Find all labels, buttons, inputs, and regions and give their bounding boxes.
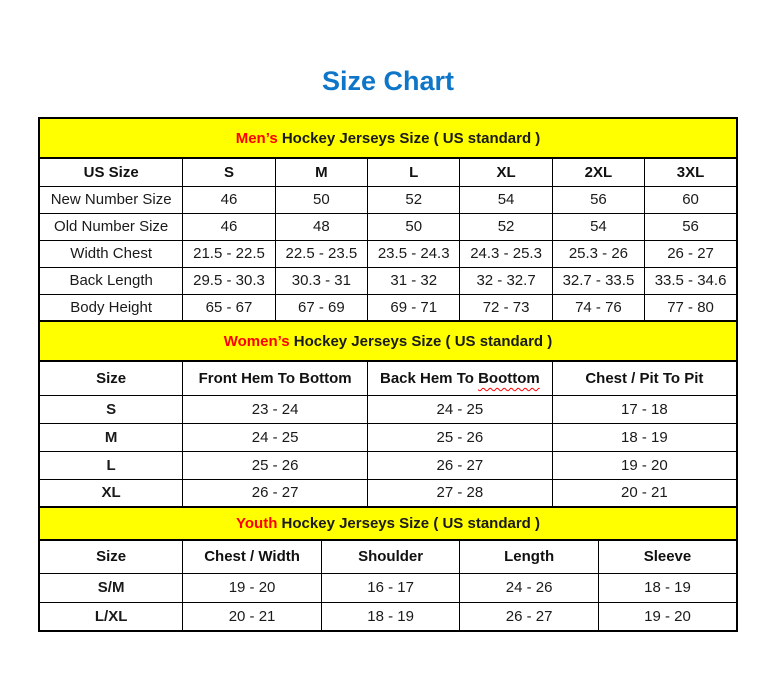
back-hem-prefix: Back Hem To <box>379 369 479 387</box>
table-row-width-chest <box>39 240 737 267</box>
table-cell: 67 - 69 <box>275 294 367 321</box>
mens-label: Men’s <box>235 129 278 147</box>
column-header-s: S <box>183 158 275 186</box>
row-label: Back Length <box>39 267 183 294</box>
table-cell: 30.3 - 31 <box>275 267 367 294</box>
table-cell: 31 - 32 <box>368 267 460 294</box>
row-label: S <box>39 395 183 423</box>
mens-section-band <box>39 118 737 158</box>
column-header-size: Size <box>39 540 183 573</box>
table-cell: 54 <box>552 213 644 240</box>
column-header-chest-width: Chest / Width <box>183 540 322 573</box>
table-cell: 18 - 19 <box>598 573 737 602</box>
table-cell: 17 - 18 <box>552 395 737 423</box>
table-cell: 50 <box>275 186 367 213</box>
womens-band-text: Hockey Jerseys Size ( US standard ) <box>289 332 553 350</box>
table-cell: 26 - 27 <box>368 451 553 479</box>
column-header-front-hem: Front Hem To Bottom <box>183 361 368 395</box>
row-label: L <box>39 451 183 479</box>
size-chart-page <box>0 66 776 692</box>
back-hem-misspelled-word: Boottom <box>478 369 540 387</box>
table-cell: 20 - 21 <box>183 602 322 631</box>
table-cell: 19 - 20 <box>552 451 737 479</box>
table-cell: 65 - 67 <box>183 294 275 321</box>
row-label: L/XL <box>39 602 183 631</box>
table-cell: 19 - 20 <box>183 573 322 602</box>
row-label: XL <box>39 479 183 507</box>
youth-size-table <box>38 506 738 632</box>
column-header-shoulder: Shoulder <box>321 540 460 573</box>
column-header-m: M <box>275 158 367 186</box>
table-cell: 48 <box>275 213 367 240</box>
table-cell: 20 - 21 <box>552 479 737 507</box>
column-header-sleeve: Sleeve <box>598 540 737 573</box>
table-cell: 69 - 71 <box>368 294 460 321</box>
table-cell: 21.5 - 22.5 <box>183 240 275 267</box>
table-cell: 32 - 32.7 <box>460 267 552 294</box>
table-cell: 50 <box>368 213 460 240</box>
table-cell: 24.3 - 25.3 <box>460 240 552 267</box>
table-cell: 56 <box>552 186 644 213</box>
womens-section-band <box>39 321 737 361</box>
table-cell: 27 - 28 <box>368 479 553 507</box>
table-cell: 23.5 - 24.3 <box>368 240 460 267</box>
column-header-2xl: 2XL <box>552 158 644 186</box>
column-header-back-hem <box>368 361 553 395</box>
table-cell: 18 - 19 <box>321 602 460 631</box>
table-cell: 18 - 19 <box>552 423 737 451</box>
womens-section-title <box>39 321 737 361</box>
table-cell: 29.5 - 30.3 <box>183 267 275 294</box>
table-cell: 33.5 - 34.6 <box>645 267 737 294</box>
table-cell: 25 - 26 <box>183 451 368 479</box>
table-row-women-xl <box>39 479 737 507</box>
table-row-back-length <box>39 267 737 294</box>
table-row-youth-lxl <box>39 602 737 631</box>
youth-section-band <box>39 507 737 540</box>
size-tables <box>38 117 738 632</box>
table-cell: 72 - 73 <box>460 294 552 321</box>
table-cell: 23 - 24 <box>183 395 368 423</box>
table-row-youth-sm <box>39 573 737 602</box>
table-row-body-height <box>39 294 737 321</box>
table-cell: 52 <box>368 186 460 213</box>
row-label: New Number Size <box>39 186 183 213</box>
womens-label: Women’s <box>223 332 290 350</box>
mens-header-row <box>39 158 737 186</box>
table-cell: 22.5 - 23.5 <box>275 240 367 267</box>
column-header-l: L <box>368 158 460 186</box>
table-cell: 24 - 25 <box>368 395 553 423</box>
table-cell: 46 <box>183 213 275 240</box>
table-cell: 77 - 80 <box>645 294 737 321</box>
row-label: Width Chest <box>39 240 183 267</box>
table-cell: 25 - 26 <box>368 423 553 451</box>
table-cell: 56 <box>645 213 737 240</box>
table-cell: 54 <box>460 186 552 213</box>
row-label: M <box>39 423 183 451</box>
table-cell: 25.3 - 26 <box>552 240 644 267</box>
table-row-women-m <box>39 423 737 451</box>
table-cell: 24 - 26 <box>460 573 599 602</box>
mens-section-title <box>39 118 737 158</box>
table-row-women-s <box>39 395 737 423</box>
youth-band-text: Hockey Jerseys Size ( US standard ) <box>277 515 540 532</box>
table-cell: 26 - 27 <box>183 479 368 507</box>
table-row-old-number-size <box>39 213 737 240</box>
table-cell: 46 <box>183 186 275 213</box>
table-cell: 32.7 - 33.5 <box>552 267 644 294</box>
column-header-chest-pit: Chest / Pit To Pit <box>552 361 737 395</box>
table-row-new-number-size <box>39 186 737 213</box>
column-header-size: Size <box>39 361 183 395</box>
table-cell: 19 - 20 <box>598 602 737 631</box>
mens-size-table <box>38 117 738 322</box>
mens-band-text: Hockey Jerseys Size ( US standard ) <box>277 129 541 147</box>
table-cell: 16 - 17 <box>321 573 460 602</box>
table-cell: 26 - 27 <box>460 602 599 631</box>
table-row-women-l <box>39 451 737 479</box>
table-cell: 60 <box>645 186 737 213</box>
column-header-3xl: 3XL <box>645 158 737 186</box>
column-header-us-size: US Size <box>39 158 183 186</box>
womens-header-row <box>39 361 737 395</box>
table-cell: 24 - 25 <box>183 423 368 451</box>
table-cell: 26 - 27 <box>645 240 737 267</box>
youth-label: Youth <box>236 515 278 532</box>
column-header-xl: XL <box>460 158 552 186</box>
youth-header-row <box>39 540 737 573</box>
row-label: Old Number Size <box>39 213 183 240</box>
row-label: S/M <box>39 573 183 602</box>
womens-size-table <box>38 320 738 508</box>
youth-section-title <box>39 507 737 540</box>
table-cell: 74 - 76 <box>552 294 644 321</box>
page-title: Size Chart <box>321 66 455 96</box>
table-cell: 52 <box>460 213 552 240</box>
column-header-length: Length <box>460 540 599 573</box>
row-label: Body Height <box>39 294 183 321</box>
